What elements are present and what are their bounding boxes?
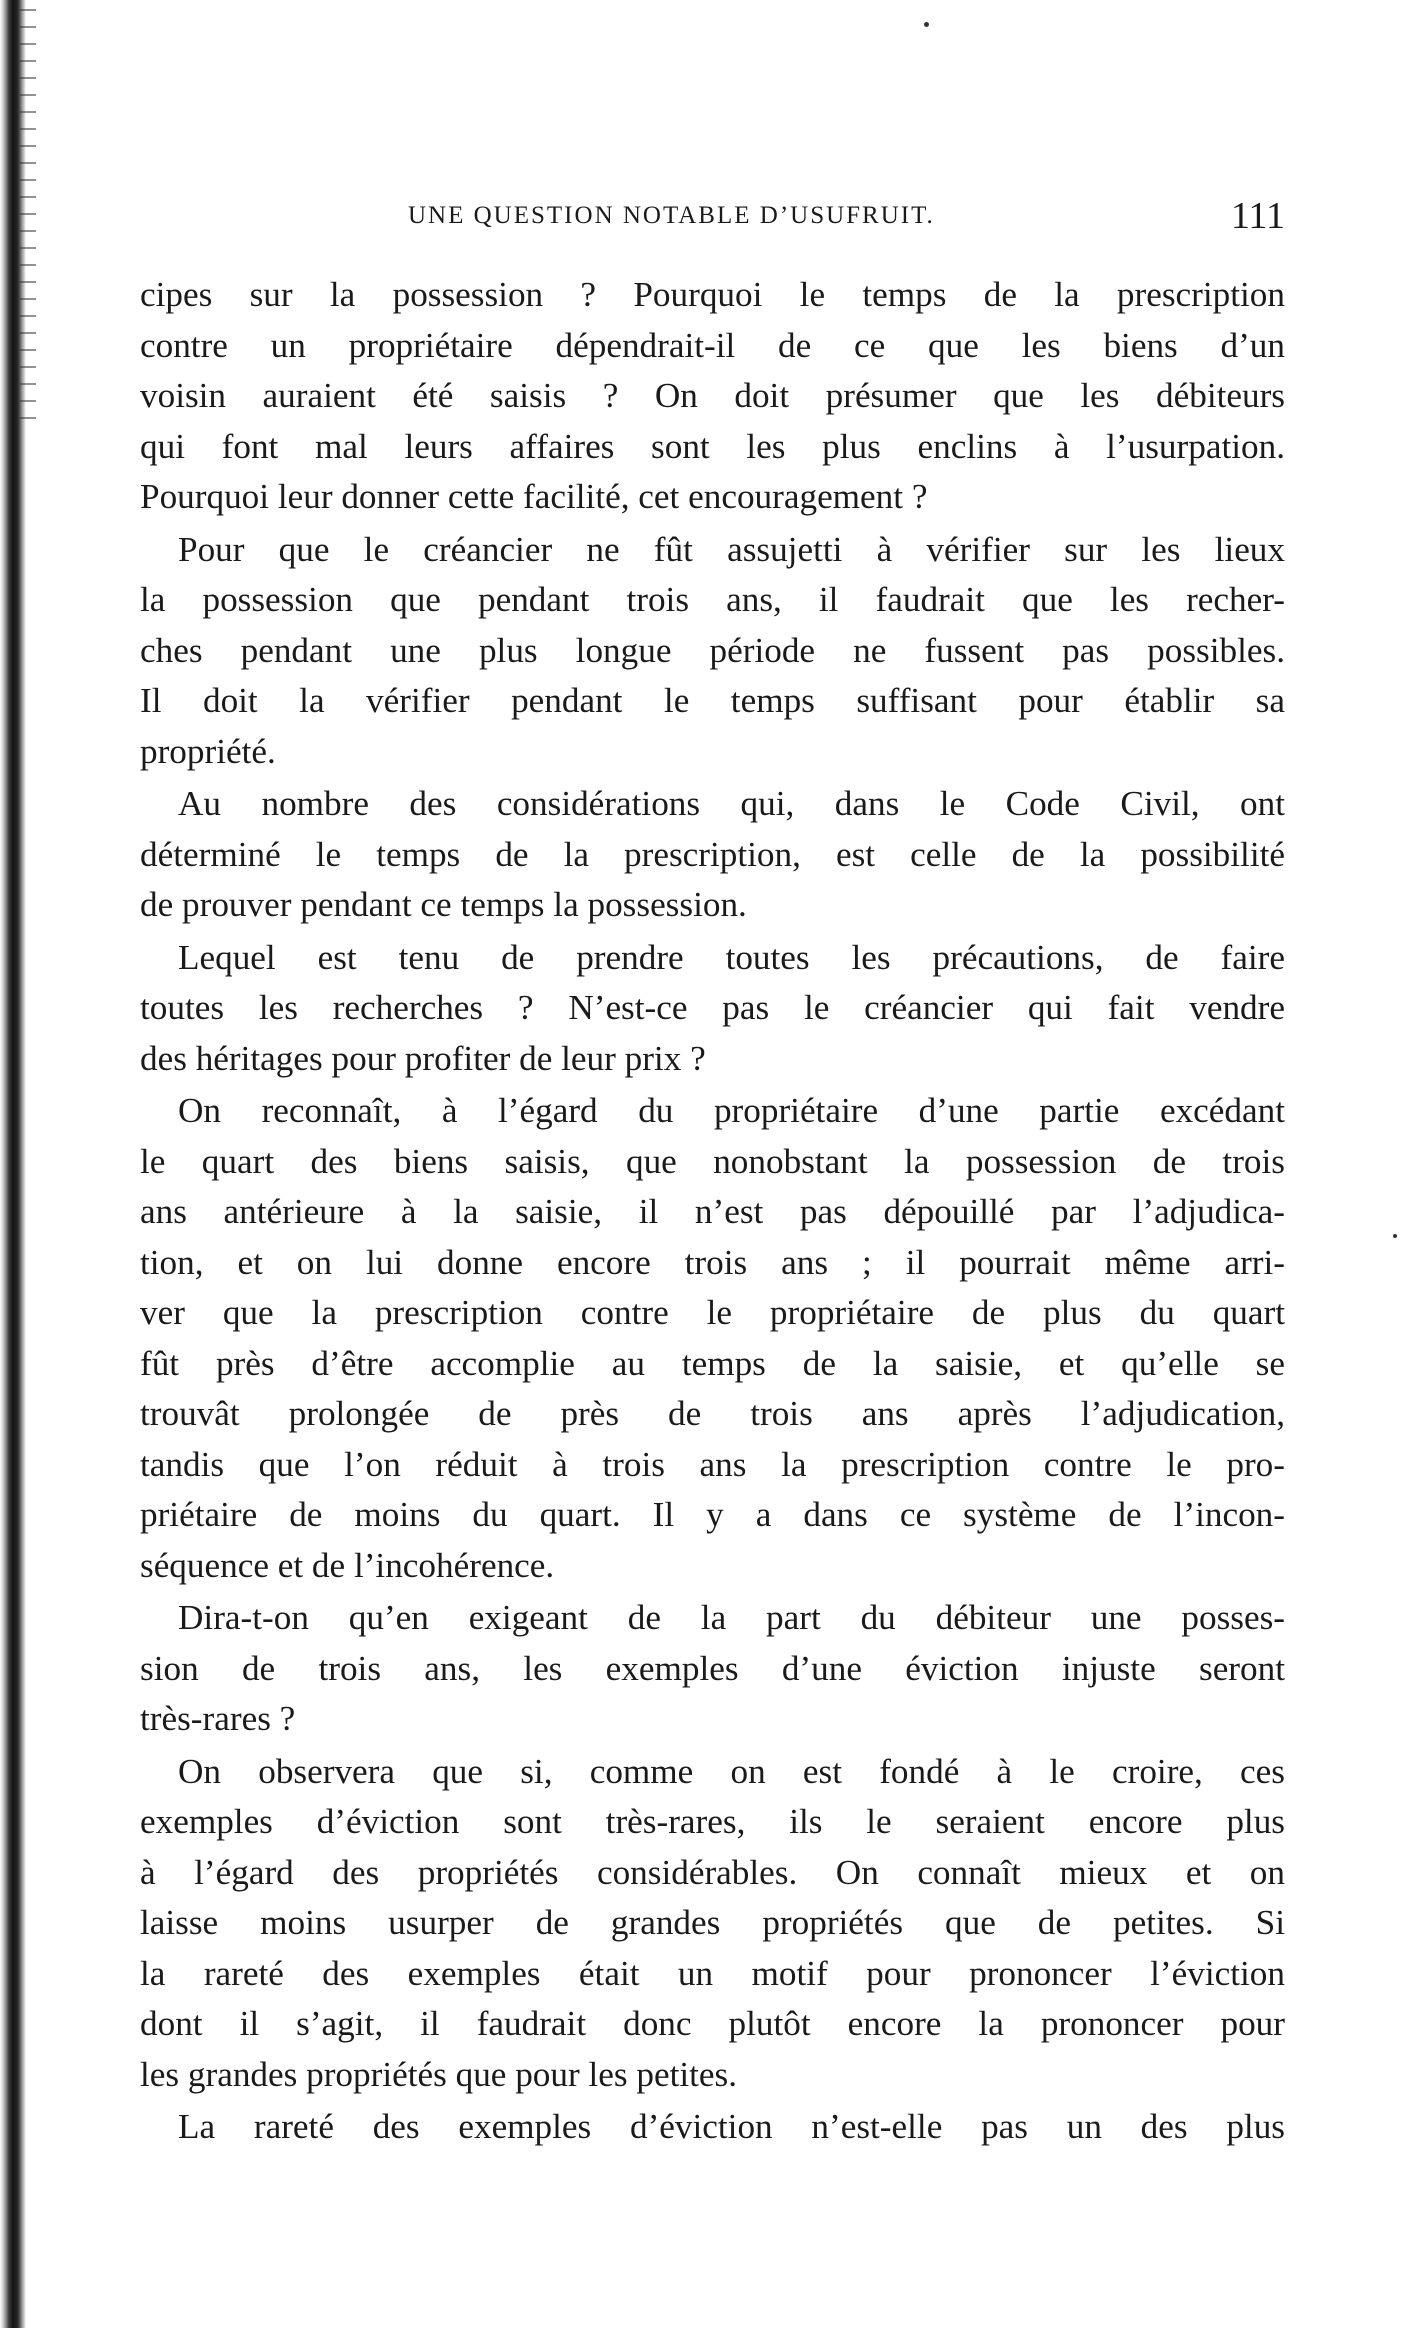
text-line: Il doit la vérifier pendant le temps suffisant pour établir sa (140, 681, 1285, 720)
text-line: Pour que le créancier ne fût assujetti à vérifier sur les lieux (178, 529, 1285, 569)
text-line: ans antérieure à la saisie, il n’est pas dépouillé par l’adjudica- (140, 1192, 1285, 1231)
text-line: dont il s’agit, il faudrait donc plutôt encore la prononcer pour (140, 2004, 1285, 2043)
text-line: Dira-t-on qu’en exigeant de la part du débiteur une posses- (178, 1598, 1285, 1637)
text-line: fût près d’être accomplie au temps de la saisie, et qu’elle se (140, 1343, 1285, 1383)
text-line: Pourquoi leur donner cette facilité, cet encouragement ? (140, 477, 928, 516)
paragraph (140, 525, 1285, 778)
paragraph (140, 1086, 1285, 1591)
text-line: sion de trois ans, les exemples d’une éviction injuste seront (140, 1648, 1285, 1688)
text-line: des héritages pour profiter de leur prix ? (140, 1038, 706, 1078)
text-line: On observera que si, comme on est fondé à le croire, ces (178, 1751, 1285, 1791)
text-line: contre un propriétaire dépendrait-il de ce que les biens d’un (140, 325, 1285, 365)
text-line: On reconnaît, à l’égard du propriétaire d’une partie excédant (178, 1091, 1285, 1130)
text-line: de prouver pendant ce temps la possession. (140, 885, 747, 924)
text-line: priétaire de moins du quart. Il y a dans ce système de l’incon- (140, 1495, 1285, 1534)
text-line: trouvât prolongée de près de trois ans après l’adjudication, (140, 1394, 1285, 1433)
paragraph (140, 1593, 1285, 1745)
text-line: exemples d’éviction sont très-rares, ils le seraient encore plus (140, 1802, 1285, 1841)
ink-speck (924, 22, 929, 27)
paragraph (140, 1747, 1285, 2101)
page-number: 111 (1230, 195, 1285, 237)
page-header (140, 196, 1285, 240)
text-line: la possession que pendant trois ans, il faudrait que les recher- (140, 580, 1285, 619)
text-line: qui font mal leurs affaires sont les plus enclins à l’usurpation. (140, 426, 1285, 466)
paragraph (140, 779, 1285, 931)
text-line: la rareté des exemples était un motif pour prononcer l’éviction (140, 1953, 1285, 1993)
text-line: à l’égard des propriétés considérables. On connaît mieux et on (140, 1852, 1285, 1892)
text-line: séquence et de l’incohérence. (140, 1545, 555, 1585)
text-line: toutes les recherches ? N’est-ce pas le créancier qui fait vendre (140, 988, 1285, 1027)
text-line: laisse moins usurper de grandes propriétés que de petites. Si (140, 1903, 1285, 1942)
text-line: cipes sur la possession ? Pourquoi le temps de la prescription (140, 275, 1285, 314)
text-line: les grandes propriétés que pour les petites. (140, 2054, 738, 2094)
body-text (140, 270, 1285, 2155)
ink-speck (1393, 1234, 1397, 1238)
text-line: tandis que l’on réduit à trois ans la prescription contre le pro- (140, 1444, 1285, 1484)
text-line: voisin auraient été saisis ? On doit présumer que les débiteurs (140, 376, 1285, 415)
text-line: tion, et on lui donne encore trois ans ; il pourrait même arri- (140, 1242, 1285, 1282)
text-line: propriété. (140, 731, 276, 771)
text-line: Au nombre des considérations qui, dans le Code Civil, ont (178, 784, 1285, 823)
text-line: ver que la prescription contre le propriétaire de plus du quart (140, 1293, 1285, 1332)
paragraph (140, 933, 1285, 1085)
text-line: très-rares ? (140, 1699, 296, 1738)
paragraph (140, 270, 1285, 523)
running-head: UNE QUESTION NOTABLE D’USUFRUIT. (408, 202, 935, 229)
text-line: Lequel est tenu de prendre toutes les précautions, de faire (178, 937, 1285, 977)
paragraph (140, 2102, 1285, 2153)
text-line: ches pendant une plus longue période ne fussent pas possibles. (140, 630, 1285, 670)
text-line: déterminé le temps de la prescription, est celle de la possibilité (140, 834, 1285, 874)
text-line: La rareté des exemples d’éviction n’est-elle pas un des plus (178, 2107, 1285, 2146)
spine-edge-texture (20, 0, 36, 420)
text-line: le quart des biens saisis, que nonobstant la possession de trois (140, 1141, 1285, 1181)
